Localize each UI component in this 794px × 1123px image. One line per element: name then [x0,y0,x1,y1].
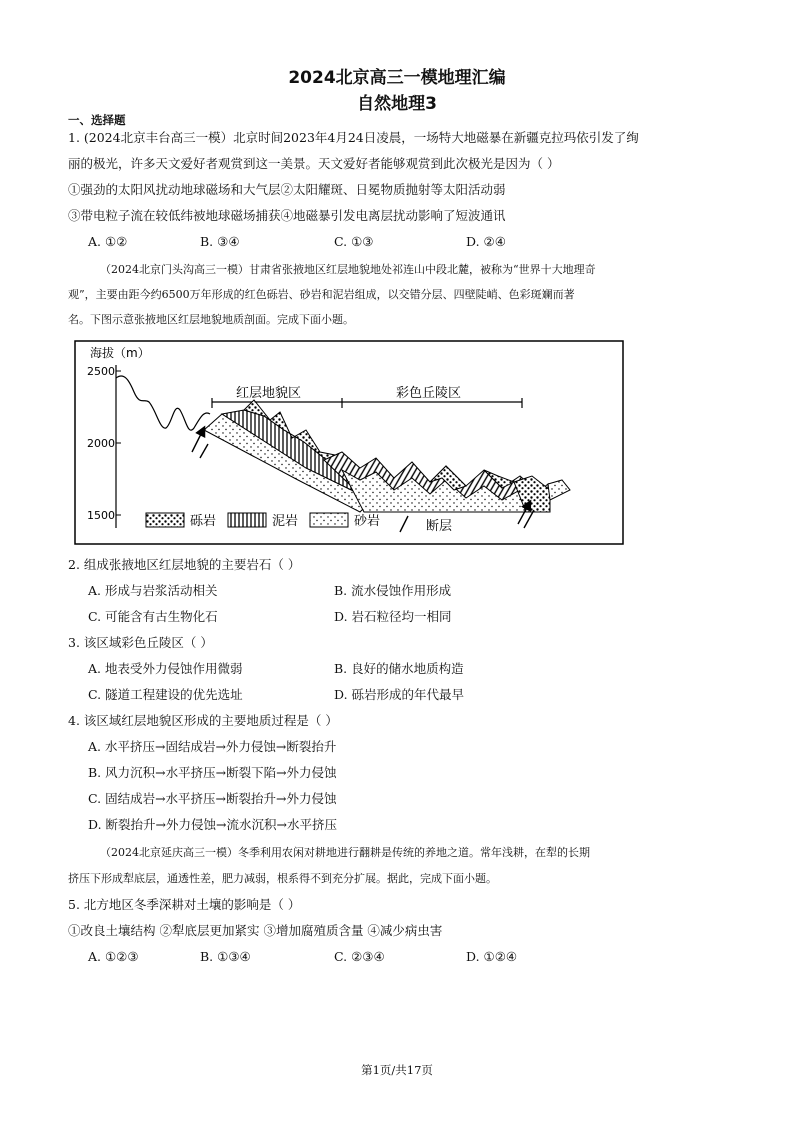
legend-label-conglomerate: 砾岩 [190,514,217,529]
y-tick-label-2000: 2000 [87,437,115,450]
page-footer: 第1页/共17页 [361,1063,433,1077]
q2-option-a: A. 形成与岩浆活动相关 [88,583,218,598]
q4-option-d: D. 断裂抬升→外力侵蚀→流水沉积→水平挤压 [88,817,337,832]
q5-stem: 5. 北方地区冬季深耕对土壤的影响是（ ） [68,897,301,912]
legend-label-mudstone: 泥岩 [272,514,299,529]
q1-option-b: B. ③④ [200,234,240,249]
y-tick-label-1500: 1500 [87,509,115,522]
y-tick-label-2500: 2500 [87,365,115,378]
passage2-line-2: 挤压下形成犁底层，通透性差，肥力减弱，根系得不到充分扩展。据此，完成下面小题。 [68,872,497,885]
legend-swatch-conglomerate [146,513,184,527]
region-label-red-layer: 红层地貌区 [236,386,302,401]
q3-stem: 3. 该区域彩色丘陵区（ ） [68,635,213,650]
q1-line-4: ③带电粒子流在较低纬被地球磁场捕获④地磁暴引发电离层扰动影响了短波通讯 [68,208,506,223]
q1-option-d: D. ②④ [466,234,506,249]
q2-option-b: B. 流水侵蚀作用形成 [334,583,452,598]
passage1-line-1: （2024北京门头沟高三一模）甘肃省张掖地区红层地貌地处祁连山中段北麓，被称为“世界十大地理奇 [100,263,596,276]
q1-line-1: 1. (2024北京丰台高三一模）北京时间2023年4月24日凌晨，一场特大地磁暴在新疆克拉玛依引发了绚 [68,130,639,145]
q2-stem: 2. 组成张掖地区红层地貌的主要岩石（ ） [68,557,301,572]
document-subtitle: 自然地理3 [357,94,437,114]
q2-option-c: C. 可能含有古生物化石 [88,609,218,624]
section-heading: 一、选择题 [68,113,126,127]
region-label-colorful-hills: 彩色丘陵区 [396,386,462,401]
q4-option-c: C. 固结成岩→水平挤压→断裂抬升→外力侵蚀 [88,791,337,806]
q1-line-3: ①强劲的太阳风扰动地球磁场和大气层②太阳耀斑、日冕物质抛射等太阳活动弱 [68,182,506,197]
q3-option-c: C. 隧道工程建设的优先选址 [88,687,243,702]
q1-option-c: C. ①③ [334,234,374,249]
q4-option-b: B. 风力沉积→水平挤压→断裂下陷→外力侵蚀 [88,765,337,780]
q5-option-c: C. ②③④ [334,949,385,964]
legend-label-fault: 断层 [426,519,453,534]
q3-option-a: A. 地表受外力侵蚀作用微弱 [88,661,243,676]
q1-line-2: 丽的极光，许多天文爱好者观赏到这一美景。天文爱好者能够观赏到此次极光是因为（ ） [68,156,560,171]
passage1-line-2: 观”，主要由距今约6500万年形成的红色砾岩、砂岩和泥岩组成，以交错分层、四壁陡峭、色彩斑斓而著 [68,288,575,301]
legend-swatch-mudstone [228,513,266,527]
legend-label-sandstone: 砂岩 [354,514,381,529]
passage1-line-3: 名。下图示意张掖地区红层地貌地质剖面。完成下面小题。 [68,313,354,326]
q5-option-d: D. ①②④ [466,949,518,964]
q4-stem: 4. 该区域红层地貌区形成的主要地质过程是（ ） [68,713,338,728]
document-title: 2024北京高三一模地理汇编 [288,68,506,88]
passage2-line-1: （2024北京延庆高三一模）冬季利用农闲对耕地进行翻耕是传统的养地之道。常年浅耕，在犁的长期 [100,846,590,859]
q3-option-d: D. 砾岩形成的年代最早 [334,687,465,702]
q2-option-d: D. 岩石粒径均一相同 [334,609,452,624]
q5-option-b: B. ①③④ [200,949,251,964]
q1-option-a: A. ①② [88,234,128,249]
geologic-profile-figure [74,340,624,545]
q5-option-a: A. ①②③ [88,949,139,964]
y-axis-label: 海拔（m） [90,346,150,360]
legend-swatch-sandstone [310,513,348,527]
q4-option-a: A. 水平挤压→固结成岩→外力侵蚀→断裂抬升 [88,739,337,754]
q3-option-b: B. 良好的储水地质构造 [334,661,464,676]
q5-statements: ①改良土壤结构 ②犁底层更加紧实 ③增加腐殖质含量 ④减少病虫害 [68,923,443,938]
